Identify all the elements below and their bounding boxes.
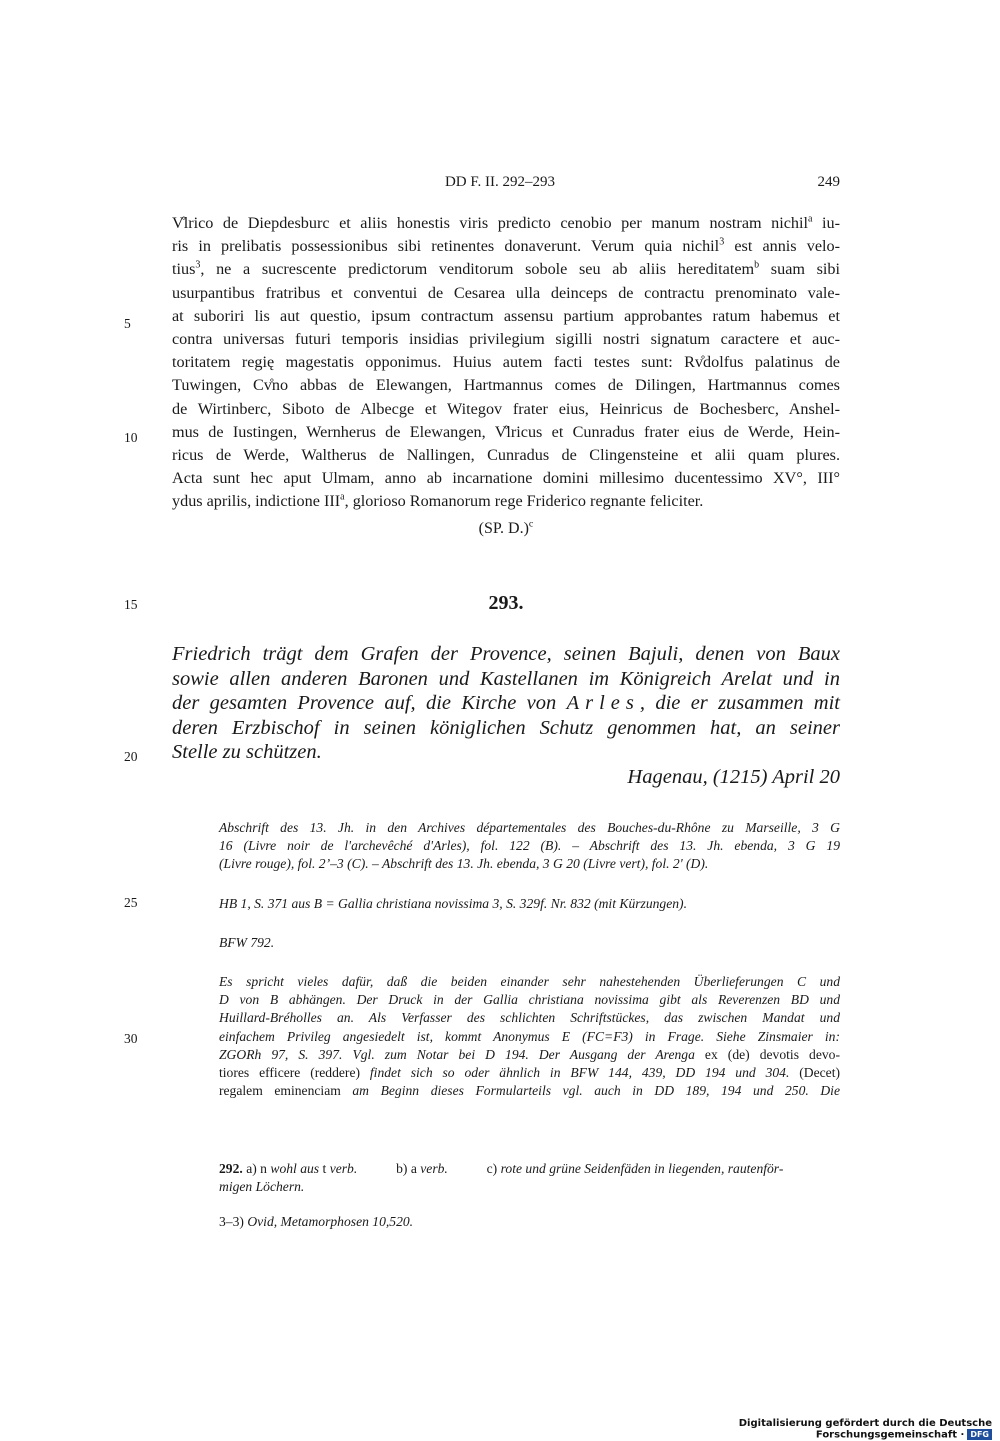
text-line: de Wirtinberc, Siboto de Albecge et Witegov frater eius, Heinricus de Bochesberc, Anshel- bbox=[172, 399, 840, 418]
footnote-line: migen Löchern. bbox=[219, 1179, 305, 1195]
source-footnote bbox=[219, 1213, 840, 1231]
text-line: Acta sunt hec aput Ulmam, anno ab incarnatione domini millesimo ducentessimo XV°, III° bbox=[172, 469, 840, 488]
line-number-10: 10 bbox=[124, 430, 138, 445]
seal-note: (SP. D.)$^c$ bbox=[478, 518, 534, 537]
line-number-25: 25 bbox=[124, 895, 138, 910]
regest-line: sowie allen anderen Baronen und Kastellanen im Königreich Arelat und in bbox=[172, 667, 840, 690]
apparatus-line: tiores efficere (reddere) findet sich so oder ähnlich in BFW 144, 439, DD 194 und 304. (Decet) bbox=[219, 1064, 841, 1080]
line-number-15: 15 bbox=[124, 597, 138, 612]
dfg-logo: DFG bbox=[967, 1429, 992, 1440]
regest-line: Stelle zu schützen. bbox=[172, 741, 322, 764]
document-number: 293. bbox=[488, 592, 524, 614]
apparatus-line: ZGORh 97, S. 397. Vgl. zum Notar bei D 194. Der Ausgang der Arenga ex (de) devotis devo- bbox=[219, 1046, 840, 1062]
dateline: Hagenau, (1215) April 20 bbox=[627, 766, 840, 788]
apparatus-line: (Livre rouge), fol. 2’–3 (C). – Abschrift des 13. Jh. ebenda, 3 G 20 (Livre vert), fol. 2' (D). bbox=[219, 856, 709, 872]
regest-line: Friedrich trägt dem Grafen der Provence, seinen Bajuli, denen von Baux bbox=[172, 643, 840, 665]
commentary bbox=[219, 973, 840, 1100]
apparatus-line: 16 (Livre noir de l'archevêché d'Arles), fol. 122 (B). – Abschrift des 13. Jh. ebenda, 3 G 19 bbox=[219, 838, 840, 854]
text-line: usurpantibus fratribus et conventui de Cesarea ulla deinceps de contractu prenominato vale- bbox=[172, 283, 840, 302]
charter-text bbox=[172, 212, 840, 513]
line-number-5: 5 bbox=[124, 316, 131, 331]
textual-footnotes bbox=[219, 1160, 840, 1196]
line-number-30: 30 bbox=[124, 1031, 138, 1046]
footnote-line: 292. a) n wohl aus t verb. b) a verb. c) rote und grüne Seidenfäden in liegenden, rautenför- bbox=[219, 1161, 784, 1176]
regest-line: deren Erzbischof in seinen königlichen Schutz genommen hat, an seiner bbox=[172, 716, 840, 739]
line-number-20: 20 bbox=[124, 749, 138, 764]
footnote-line: 3–3) Ovid, Metamorphosen 10,520. bbox=[219, 1214, 414, 1229]
apparatus-line: D von B abhängen. Der Druck in der Gallia christiana novissima gibt als Reverenzen BD und bbox=[219, 992, 840, 1008]
apparatus-line: Huillard-Bréholles an. Als Verfasser des schlichten Schriftstückes, das zwischen Mandat und bbox=[219, 1010, 840, 1026]
apparatus-line: BFW 792. bbox=[219, 935, 275, 950]
page-number: 249 bbox=[817, 174, 840, 190]
text-line: tius$^3$, ne a sucrescente predictorum venditorum sobole seu ab aliis hereditatem$^b$ suam sibi bbox=[172, 259, 840, 279]
regest bbox=[172, 642, 840, 765]
text-line: ris in prelibatis possessionibus sibi retinentes donaverunt. Verum quia nichil$^3$ est annis velo- bbox=[172, 236, 840, 256]
running-header-title: DD F. II. 292–293 bbox=[444, 174, 556, 190]
text-line: mus de Iustingen, Wernherus de Elewangen, V̊lricus et Cunradus frater eius de Werde, Hein- bbox=[172, 422, 840, 441]
edition-note bbox=[219, 895, 840, 913]
text-line: ydus aprilis, indictione III$^a$, glorioso Romanorum rege Friderico regnante feliciter. bbox=[172, 491, 704, 511]
apparatus-line: Abschrift des 13. Jh. in den Archives départementales des Bouches-du-Rhône zu Marseille, 3 G bbox=[219, 820, 840, 835]
text-line: Tuwingen, Cv̊no abbas de Elewangen, Hartmannus comes de Dilingen, Hartmannus comes bbox=[172, 376, 840, 395]
apparatus-line: HB 1, S. 371 aus B = Gallia christiana novissima 3, S. 329f. Nr. 832 (mit Kürzungen). bbox=[219, 896, 687, 911]
regest-line: der gesamten Provence auf, die Kirche von Arles, die er zusammen mit bbox=[172, 692, 841, 715]
text-line: V̊lrico de Diepdesburc et aliis honestis viris predicto cenobio per manum nostram nichil$^a$ iu- bbox=[172, 213, 840, 232]
text-line: toritatem regię magestatis opponimus. Huius autem facti testes sunt: Rv̊dolfus palatinus de bbox=[172, 353, 840, 372]
apparatus-line: einfachem Privileg angesiedelt ist, kommt Anonymus E (FC=F3) in Frage. Siehe Zinsmaier in: bbox=[219, 1028, 840, 1044]
digitization-credit: Digitalisierung gefördert durch die Deutsche Forschungsgemeinschaft · DFG bbox=[738, 1418, 992, 1441]
text-line: contra universas futuri temporis insidias privilegium sigilli nostri signatum caractere et auc- bbox=[172, 329, 840, 348]
apparatus-line: Es spricht vieles dafür, daß die beiden einander sehr nahestehenden Überlieferungen C und bbox=[219, 974, 840, 989]
text-line: at suboriri lis aut questio, ipsum contractum assensu partium approbantes ratum habemus et bbox=[172, 306, 840, 325]
apparatus-line: regalem eminenciam am Beginn dieses Formularteils vgl. auch in DD 189, 194 und 250. Die bbox=[219, 1083, 840, 1099]
text-line: ricus de Werde, Waltherus de Nallingen, Cunradus de Clingensteine et alii quam plures. bbox=[172, 445, 840, 464]
regesta-note bbox=[219, 934, 840, 952]
manuscript-tradition bbox=[219, 819, 840, 874]
